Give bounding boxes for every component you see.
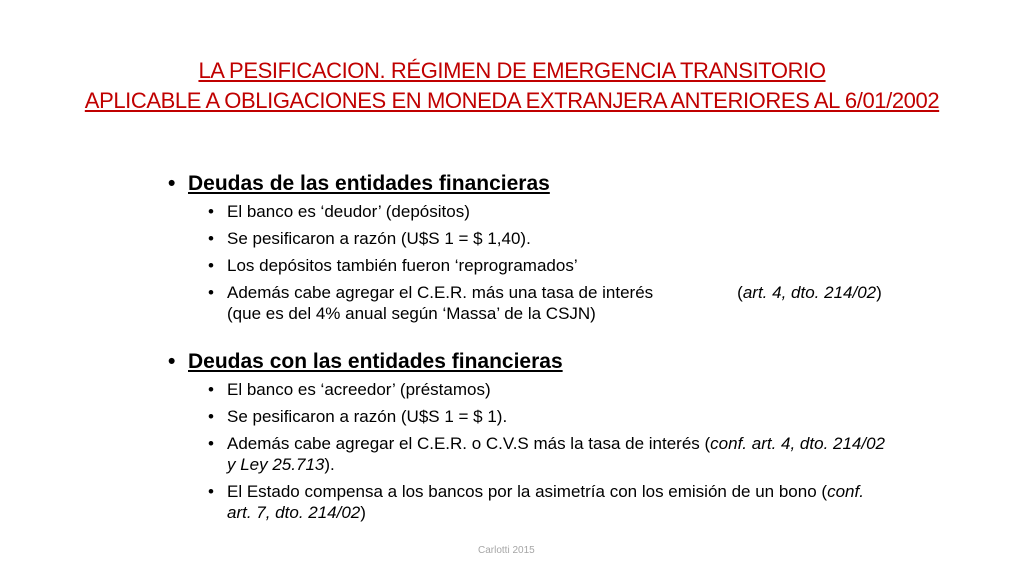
footer-credit: Carlotti 2015 [478, 545, 535, 556]
list-item [208, 481, 888, 523]
list-item: • El banco es ‘deudor’ (depósitos) [208, 201, 888, 222]
item-text: ) (que es del 4% anual según ‘Massa’ de la CSJN) [227, 283, 882, 323]
item-citation: conf. art. 4, dto. 214/02 y Ley 25.713 [227, 434, 886, 474]
item-text: ). [324, 455, 335, 474]
item-citation: art. 4, dto. 214/02 [742, 283, 877, 302]
title-line-1: LA PESIFICACION. RÉGIMEN DE EMERGENCIA TRANSITORIO [198, 58, 826, 83]
item-text: El Estado compensa a los bancos por la asimetría con los emisión de un bono ( [227, 482, 828, 501]
list-item: • Los depósitos también fueron ‘reprogramados’ [208, 255, 888, 276]
item-text: Además cabe agregar el C.E.R. más una tasa de interés [227, 283, 654, 302]
section-list-deudas-con [208, 379, 888, 523]
item-text: Además cabe agregar el C.E.R. o C.V.S más la tasa de interés ( [227, 434, 711, 453]
item-text: ( [737, 283, 743, 302]
list-item: • Se pesificaron a razón (U$S 1 = $ 1,40). [208, 228, 888, 249]
list-item: • Se pesificaron a razón (U$S 1 = $ 1). [208, 406, 888, 427]
item-text: ) [360, 503, 366, 522]
section-heading-deudas-de: • Deudas de las entidades financieras [168, 170, 888, 198]
bullet-content [168, 170, 888, 529]
title-line-2: APLICABLE A OBLIGACIONES EN MONEDA EXTRANJERA ANTERIORES AL 6/01/2002 [84, 88, 940, 113]
item-citation: conf. art. 7, dto. 214/02 [227, 482, 864, 522]
section-heading-deudas-con: • Deudas con las entidades financieras [168, 348, 888, 376]
list-item: • El banco es ‘acreedor’ (préstamos) [208, 379, 888, 400]
section-list-deudas-de [208, 201, 888, 324]
list-item [208, 282, 888, 324]
slide-title [60, 56, 964, 116]
list-item [208, 433, 888, 475]
